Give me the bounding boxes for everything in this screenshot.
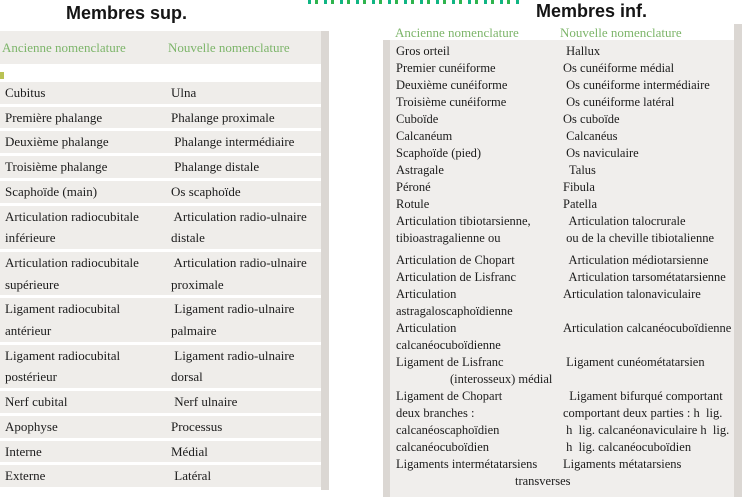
right-header-new-nomenclature: Nouvelle nomenclature (560, 25, 682, 40)
table-row (390, 456, 734, 490)
new-name-cell: Fibula (563, 180, 595, 194)
table-row (390, 213, 734, 247)
left-table-header-row (0, 31, 321, 64)
continuation-line: (interosseux) médial (450, 372, 553, 386)
right-table-body (390, 40, 734, 490)
new-name-cell: Patella (563, 197, 598, 211)
right-table-panel (390, 40, 734, 497)
new-name-cell: Phalange distale (171, 159, 260, 175)
new-name-cell: Os cunéiforme intermédiaire (563, 78, 710, 92)
old-name-cell: Articulation (396, 321, 457, 335)
right-header-old-nomenclature: Ancienne nomenclature (395, 25, 519, 40)
old-name-cell: Articulation tibiotarsienne, (396, 214, 531, 228)
new-name-cell (563, 303, 734, 320)
new-name-cell: Ligament radio-ulnaire (171, 347, 295, 363)
right-table-title: Membres inf. (536, 1, 648, 21)
old-name-cell: tibioastragalienne ou (396, 231, 501, 245)
old-name-cell: calcanéocuboïdienne (396, 338, 501, 352)
table-line (390, 456, 734, 473)
new-name-cell: Ligaments métatarsiens (563, 457, 682, 471)
old-name-cell: Articulation (396, 287, 457, 301)
table-line (0, 298, 321, 320)
table-row (390, 196, 734, 213)
table-line (0, 227, 321, 249)
table-line (0, 156, 321, 178)
table-line (390, 337, 734, 354)
table-line (390, 128, 734, 145)
table-line (390, 94, 734, 111)
table-line (390, 320, 734, 337)
left-table-body (0, 82, 321, 490)
table-row (0, 181, 321, 203)
new-name-cell: Talus (563, 163, 596, 177)
old-name-cell: deux branches : (396, 406, 475, 420)
table-row (0, 107, 321, 129)
table-line (390, 162, 734, 179)
new-name-cell: h lig. calcanéocuboïdien (563, 440, 692, 454)
table-row (0, 298, 321, 341)
table-line (390, 196, 734, 213)
table-row (390, 145, 734, 162)
old-name-cell: Gros orteil (396, 44, 450, 58)
old-name-cell: Première phalange (5, 109, 103, 125)
new-name-cell: proximale (171, 276, 224, 292)
table-row (390, 269, 734, 286)
table-line (390, 111, 734, 128)
new-name-cell: Phalange proximale (171, 109, 275, 125)
new-name-cell: Os cuboïde (563, 112, 620, 126)
table-line (390, 354, 734, 371)
left-header-old-nomenclature: Ancienne nomenclature (2, 39, 126, 55)
table-row (390, 354, 734, 388)
old-name-cell: calcanéocuboïdien (396, 440, 490, 454)
old-name-cell: Ligament radiocubital (5, 347, 121, 363)
left-table-right-border-strip (321, 31, 329, 490)
old-name-cell: Rotule (396, 197, 430, 211)
table-line (390, 303, 734, 320)
table-row (390, 388, 734, 456)
new-name-cell: Articulation médiotarsienne (563, 253, 709, 267)
table-line (390, 252, 734, 269)
old-name-cell: Cuboïde (396, 112, 439, 126)
table-line (0, 391, 321, 413)
old-name-cell: supérieure (5, 276, 60, 292)
table-row (0, 206, 321, 249)
table-line (0, 416, 321, 438)
old-name-cell: Articulation radiocubitale (5, 254, 139, 270)
new-name-cell: Médial (171, 443, 208, 459)
table-row (0, 465, 321, 487)
table-line (0, 252, 321, 274)
new-name-cell: Articulation tarsométatarsienne (563, 270, 726, 284)
table-line (390, 60, 734, 77)
old-name-cell: Péroné (396, 180, 431, 194)
old-name-cell: Interne (5, 443, 42, 459)
table-line (0, 465, 321, 487)
table-line (390, 43, 734, 60)
table-row (0, 441, 321, 463)
table-row (390, 94, 734, 111)
old-name-cell: Calcanéum (396, 129, 453, 143)
old-name-cell: postérieur (5, 369, 57, 385)
table-line (390, 269, 734, 286)
table-row (0, 391, 321, 413)
old-name-cell: Troisième cunéiforme (396, 95, 507, 109)
old-name-cell: Apophyse (5, 418, 58, 434)
old-name-cell: Cubitus (5, 85, 46, 100)
table-line (0, 82, 321, 104)
new-name-cell: Articulation radio-ulnaire (171, 208, 307, 224)
new-name-cell: Calcanéus (563, 129, 618, 143)
new-name-cell: Os cunéiforme latéral (563, 95, 675, 109)
table-line (390, 439, 734, 456)
old-name-cell: Ligament radiocubital (5, 301, 121, 317)
old-name-cell: inférieure (5, 230, 56, 246)
new-name-cell: Articulation calcanéocuboïdienne (563, 321, 732, 335)
old-name-cell: Deuxième phalange (5, 134, 109, 150)
table-row (390, 162, 734, 179)
table-line (0, 131, 321, 153)
old-name-cell: Troisième phalange (5, 159, 108, 175)
old-name-cell: Externe (5, 468, 46, 484)
clipped-text-fragment (0, 72, 4, 79)
new-name-cell (563, 337, 734, 354)
right-table-right-border-strip (734, 24, 742, 497)
table-row (390, 320, 734, 354)
table-row (0, 82, 321, 104)
table-line (390, 422, 734, 439)
table-line (0, 181, 321, 203)
old-name-cell: Articulation de Lisfranc (396, 270, 517, 284)
table-line (390, 77, 734, 94)
new-name-cell: Articulation talonaviculaire (563, 287, 701, 301)
table-row (390, 111, 734, 128)
new-name-cell: Ligament cunéométatarsien (563, 355, 705, 369)
new-name-cell: Hallux (563, 44, 601, 58)
table-line (0, 107, 321, 129)
table-line (390, 230, 734, 247)
table-row (0, 131, 321, 153)
new-name-cell: Os scaphoïde (171, 183, 241, 199)
new-name-cell: ou de la cheville tibiotalienne (563, 231, 714, 245)
table-row (390, 43, 734, 60)
new-name-cell: Phalange intermédiaire (171, 134, 295, 150)
table-row (0, 416, 321, 438)
old-name-cell: Ligaments intermétatarsiens (396, 457, 538, 471)
old-name-cell: Ligament de Lisfranc (396, 355, 504, 369)
table-line (0, 366, 321, 388)
table-line (390, 405, 734, 422)
new-name-cell: Articulation talocrurale (563, 214, 686, 228)
old-name-cell: calcanéoscaphoïdien (396, 423, 500, 437)
new-name-cell: Ligament radio-ulnaire (171, 301, 295, 317)
table-line (390, 145, 734, 162)
new-name-cell: Os naviculaire (563, 146, 639, 160)
table-line (0, 441, 321, 463)
old-name-cell: Astragale (396, 163, 444, 177)
clipped-green-text-fragment (308, 0, 522, 4)
table-line (390, 213, 734, 230)
table-line (0, 345, 321, 367)
table-line (390, 286, 734, 303)
new-name-cell: distale (171, 230, 205, 246)
table-row (390, 60, 734, 77)
old-name-cell: Ligament de Chopart (396, 389, 503, 403)
left-table-title: Membres sup. (66, 3, 188, 23)
table-row (0, 252, 321, 295)
new-name-cell: Ulna (171, 85, 197, 100)
table-line (0, 206, 321, 228)
old-name-cell: Articulation radiocubitale (5, 208, 139, 224)
continuation-line: transverses (515, 474, 571, 488)
table-line (0, 274, 321, 296)
old-name-cell: Scaphoïde (pied) (396, 146, 482, 160)
table-row (390, 128, 734, 145)
table-row (390, 179, 734, 196)
table-line (390, 388, 734, 405)
new-name-cell: Latéral (171, 468, 212, 484)
new-name-cell: Os cunéiforme médial (563, 61, 675, 75)
new-name-cell: comportant deux parties : h lig. (563, 406, 723, 420)
new-name-cell: Processus (171, 418, 223, 434)
old-name-cell: Premier cunéiforme (396, 61, 496, 75)
table-line (0, 320, 321, 342)
old-name-cell: astragaloscaphoïdienne (396, 304, 513, 318)
old-name-cell: Scaphoïde (main) (5, 183, 98, 199)
table-row (0, 156, 321, 178)
new-name-cell: palmaire (171, 323, 217, 339)
new-name-cell: Nerf ulnaire (171, 394, 238, 410)
table-row (390, 77, 734, 94)
table-row (390, 252, 734, 269)
old-name-cell: antérieur (5, 323, 52, 339)
new-name-cell: Ligament bifurqué comportant (563, 389, 723, 403)
new-name-cell: dorsal (171, 369, 203, 385)
old-name-cell: Articulation de Chopart (396, 253, 515, 267)
old-name-cell: Deuxième cunéiforme (396, 78, 508, 92)
table-row (0, 345, 321, 388)
table-line (390, 179, 734, 196)
right-table-left-border-strip (383, 40, 390, 497)
table-row (390, 286, 734, 320)
new-name-cell: Articulation radio-ulnaire (171, 254, 307, 270)
new-name-cell: h lig. calcanéonaviculaire h lig. (563, 423, 730, 437)
left-header-new-nomenclature: Nouvelle nomenclature (168, 39, 290, 55)
old-name-cell: Nerf cubital (5, 394, 68, 410)
